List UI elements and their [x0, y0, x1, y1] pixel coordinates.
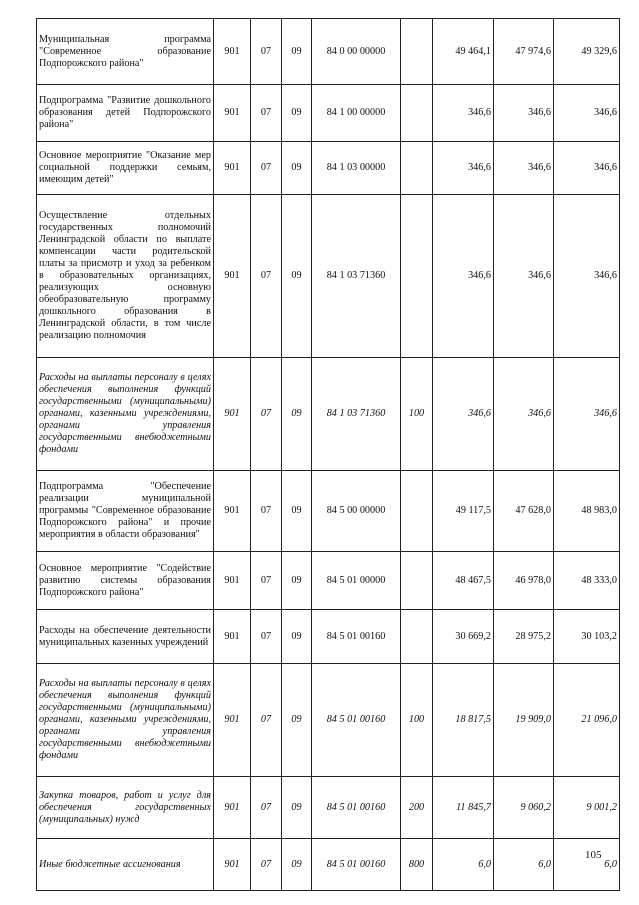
- subsection-code: 09: [282, 195, 312, 358]
- table-row: [37, 358, 620, 471]
- subsection-code: 09: [282, 777, 312, 839]
- ministry-code: 901: [214, 552, 251, 610]
- section-code: 07: [251, 552, 282, 610]
- target-article: 84 5 01 00160: [312, 610, 401, 664]
- table-row: [37, 610, 620, 664]
- row-name: Расходы на выплаты персоналу в целях обеспечения выполнения функций государственными (муниципальными) органами, казенными учреждениями, органами управления государственными внебюджетными фондами: [37, 358, 214, 471]
- section-code: 07: [251, 195, 282, 358]
- target-article: 84 1 03 00000: [312, 142, 401, 195]
- subsection-code: 09: [282, 142, 312, 195]
- section-code: 07: [251, 664, 282, 777]
- amount-year-1: 6,0: [433, 839, 494, 891]
- amount-year-3: 21 096,0: [554, 664, 620, 777]
- section-code: 07: [251, 777, 282, 839]
- row-name: Основное мероприятие "Содействие развитию системы образования Подпорожского района": [37, 552, 214, 610]
- amount-year-2: 346,6: [494, 358, 554, 471]
- amount-year-2: 346,6: [494, 195, 554, 358]
- table-row: [37, 839, 620, 891]
- ministry-code: 901: [214, 664, 251, 777]
- ministry-code: 901: [214, 85, 251, 142]
- amount-year-2: 346,6: [494, 85, 554, 142]
- amount-year-1: 49 117,5: [433, 471, 494, 552]
- amount-year-3: 6,0: [554, 839, 620, 891]
- expense-type: [401, 142, 433, 195]
- expense-type: 200: [401, 777, 433, 839]
- ministry-code: 901: [214, 19, 251, 85]
- amount-year-1: 346,6: [433, 195, 494, 358]
- amount-year-1: 30 669,2: [433, 610, 494, 664]
- section-code: 07: [251, 610, 282, 664]
- section-code: 07: [251, 358, 282, 471]
- amount-year-2: 9 060,2: [494, 777, 554, 839]
- subsection-code: 09: [282, 19, 312, 85]
- target-article: 84 5 01 00160: [312, 664, 401, 777]
- subsection-code: 09: [282, 552, 312, 610]
- table-row: [37, 471, 620, 552]
- amount-year-3: 30 103,2: [554, 610, 620, 664]
- section-code: 07: [251, 471, 282, 552]
- amount-year-3: 49 329,6: [554, 19, 620, 85]
- subsection-code: 09: [282, 85, 312, 142]
- subsection-code: 09: [282, 839, 312, 891]
- target-article: 84 5 01 00160: [312, 839, 401, 891]
- amount-year-3: 346,6: [554, 142, 620, 195]
- subsection-code: 09: [282, 610, 312, 664]
- row-name: Основное мероприятие "Оказание мер социальной поддержки семьям, имеющим детей": [37, 142, 214, 195]
- target-article: 84 5 01 00000: [312, 552, 401, 610]
- subsection-code: 09: [282, 471, 312, 552]
- amount-year-1: 11 845,7: [433, 777, 494, 839]
- section-code: 07: [251, 142, 282, 195]
- table-row: [37, 142, 620, 195]
- subsection-code: 09: [282, 664, 312, 777]
- table-row: [37, 777, 620, 839]
- ministry-code: 901: [214, 839, 251, 891]
- table-row: [37, 19, 620, 85]
- table-row: [37, 195, 620, 358]
- amount-year-3: 346,6: [554, 85, 620, 142]
- row-name: Подпрограмма "Обеспечение реализации муниципальной программы "Современное образование Подпорожского района" и прочие мероприятия в области образования": [37, 471, 214, 552]
- row-name: Закупка товаров, работ и услуг для обеспечения государственных (муниципальных) нужд: [37, 777, 214, 839]
- amount-year-3: 48 333,0: [554, 552, 620, 610]
- budget-table: [36, 18, 620, 891]
- row-name: Расходы на обеспечение деятельности муниципальных казенных учреждений: [37, 610, 214, 664]
- amount-year-3: 346,6: [554, 195, 620, 358]
- expense-type: [401, 19, 433, 85]
- target-article: 84 0 00 00000: [312, 19, 401, 85]
- amount-year-1: 346,6: [433, 358, 494, 471]
- amount-year-1: 48 467,5: [433, 552, 494, 610]
- target-article: 84 5 01 00160: [312, 777, 401, 839]
- ministry-code: 901: [214, 777, 251, 839]
- target-article: 84 1 00 00000: [312, 85, 401, 142]
- amount-year-3: 9 001,2: [554, 777, 620, 839]
- row-name: Осуществление отдельных государственных полномочий Ленинградской области по выплате компенсации части родительской платы за присмотр и уход за ребенком в образовательных организациях, реализующих основную обеобразовательную программу дошкольного образования в Ленинградской области, в том числе реализацию полномочия: [37, 195, 214, 358]
- expense-type: [401, 610, 433, 664]
- target-article: 84 1 03 71360: [312, 195, 401, 358]
- table-row: [37, 552, 620, 610]
- target-article: 84 1 03 71360: [312, 358, 401, 471]
- table-row: [37, 85, 620, 142]
- amount-year-2: 47 628,0: [494, 471, 554, 552]
- amount-year-2: 46 978,0: [494, 552, 554, 610]
- ministry-code: 901: [214, 610, 251, 664]
- row-name: Иные бюджетные ассигнования: [37, 839, 214, 891]
- subsection-code: 09: [282, 358, 312, 471]
- ministry-code: 901: [214, 471, 251, 552]
- expense-type: [401, 552, 433, 610]
- row-name: Подпрограмма "Развитие дошкольного образования детей Подпорожского района": [37, 85, 214, 142]
- amount-year-1: 49 464,1: [433, 19, 494, 85]
- amount-year-2: 28 975,2: [494, 610, 554, 664]
- expense-type: 800: [401, 839, 433, 891]
- amount-year-2: 6,0: [494, 839, 554, 891]
- table-row: [37, 664, 620, 777]
- section-code: 07: [251, 839, 282, 891]
- ministry-code: 901: [214, 142, 251, 195]
- expense-type: [401, 471, 433, 552]
- amount-year-2: 19 909,0: [494, 664, 554, 777]
- target-article: 84 5 00 00000: [312, 471, 401, 552]
- amount-year-1: 18 817,5: [433, 664, 494, 777]
- page-number: 105: [585, 849, 602, 861]
- amount-year-3: 346,6: [554, 358, 620, 471]
- amount-year-3: 48 983,0: [554, 471, 620, 552]
- section-code: 07: [251, 19, 282, 85]
- row-name: Муниципальная программа "Современное образование Подпорожского района": [37, 19, 214, 85]
- ministry-code: 901: [214, 195, 251, 358]
- expense-type: [401, 85, 433, 142]
- amount-year-1: 346,6: [433, 142, 494, 195]
- expense-type: 100: [401, 664, 433, 777]
- ministry-code: 901: [214, 358, 251, 471]
- expense-type: [401, 195, 433, 358]
- amount-year-2: 346,6: [494, 142, 554, 195]
- expense-type: 100: [401, 358, 433, 471]
- row-name: Расходы на выплаты персоналу в целях обеспечения выполнения функций государственными (муниципальными) органами, казенными учреждениями, органами управления государственными внебюджетными фондами: [37, 664, 214, 777]
- section-code: 07: [251, 85, 282, 142]
- amount-year-2: 47 974,6: [494, 19, 554, 85]
- amount-year-1: 346,6: [433, 85, 494, 142]
